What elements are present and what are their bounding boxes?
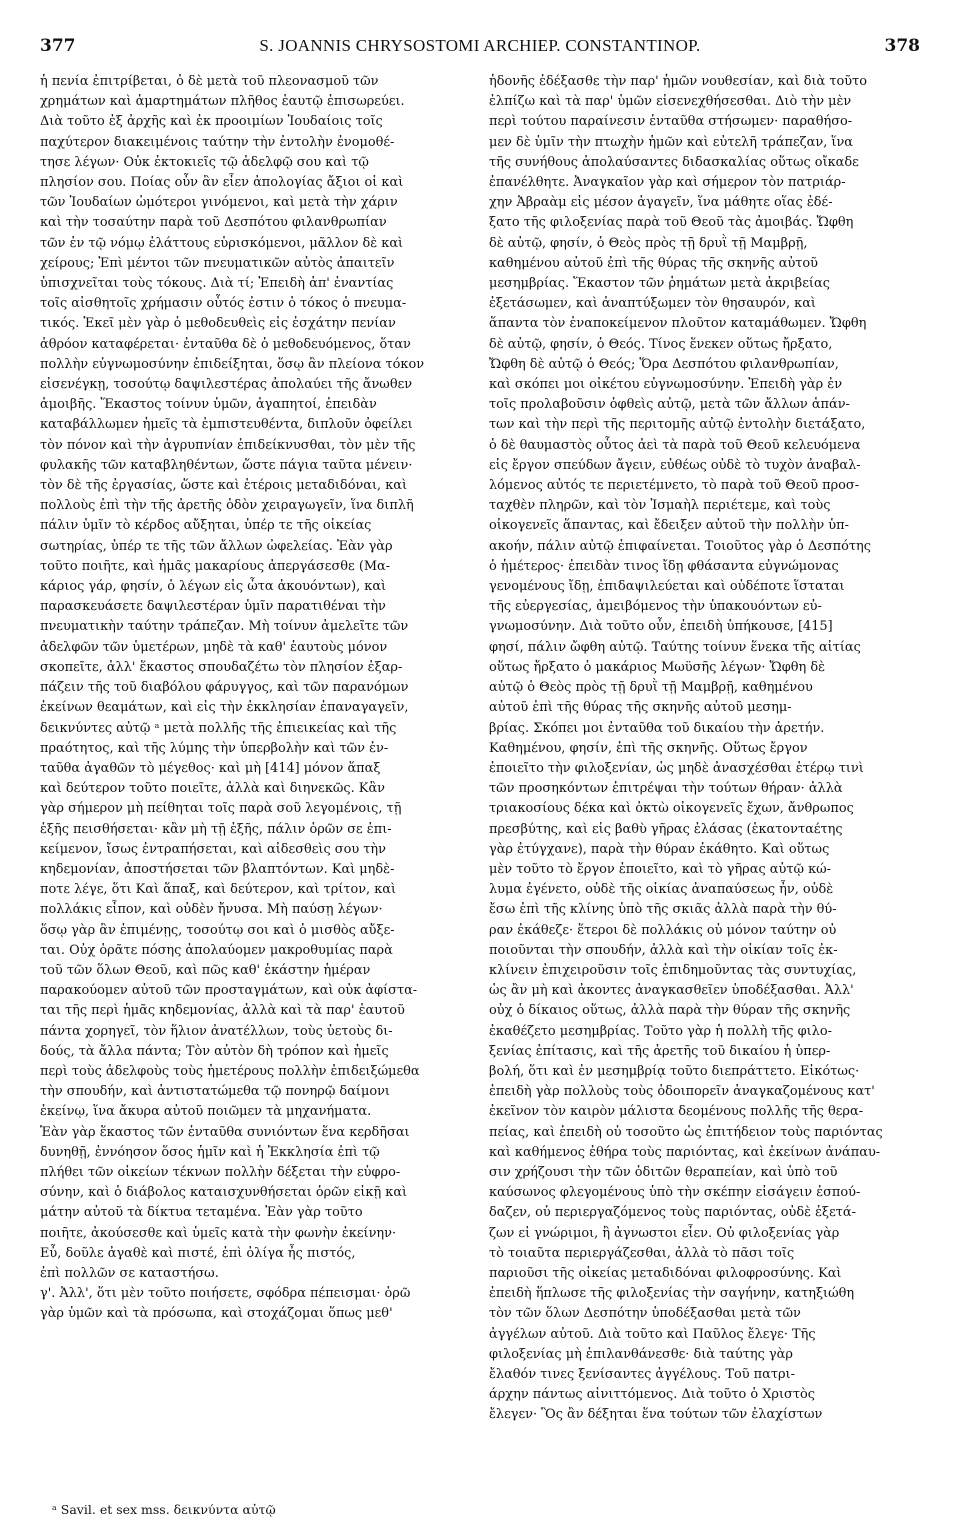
text-line: ἐπειδὴ ἥπλωσε τῆς φιλοξενίας τὴν σαγήνην, κατηξιώθη [489, 1286, 855, 1302]
text-line: ἐκείνῳ, ἵνα ἄκυρα αὐτοῦ ποιῶμεν τὰ μηχανήματα. [40, 1104, 372, 1120]
text-line: πλησίον σου. Ποίας οὖν ἂν εἶεν ἀπολογίας ἄξιοι οἱ καὶ [40, 175, 404, 191]
text-line: ὁ δὲ θαυμαστὸς οὗτος ἀεὶ τὰ παρὰ τοῦ Θεοῦ κελευόμενα [489, 437, 861, 453]
text-line: ὅσῳ γὰρ ἂν ἐπιμένῃς, τοσούτῳ σοι καὶ ὁ μισθὸς αὔξε- [40, 922, 395, 938]
text-line: ἡ πενία ἐπιτρίβεται, ὁ δὲ μετὰ τοῦ πλεονασμοῦ τῶν [40, 74, 379, 89]
text-line: πρεσβύτης, καὶ εἰς βαθὺ γῆρας ἐλάσας (ἑκατονταέτης [489, 821, 843, 837]
text-line: τὸν δὲ τῆς ἐργασίας, ὥστε καὶ ἑτέροις μεταδιδόναι, καὶ [40, 478, 408, 494]
text-line: οὐχ ὁ δίκαιος οὕτως, ἀλλὰ παρὰ τὴν θύραν τῆς σκηνῆς [489, 1003, 851, 1019]
text-line: εἰς ἔργον σπεύδων ἄγειν, εὐθέως οὐδὲ τὸ τυχὸν ἀναβαλ- [489, 457, 861, 473]
text-line: γὰρ σήμερον μὴ πείθηται τοῖς παρὰ σοῦ λεγομένοις, τῇ [40, 801, 402, 817]
text-line: τῆς εὐεργεσίας, ἀμειβόμενος τὴν ὑπακουόντων εὐ- [489, 599, 822, 615]
text-line: βολή, ὅτι καὶ ἐν μεσημβρίᾳ τοῦτο διεπράττετο. Εἰκότως· [489, 1063, 860, 1079]
text-line: πολλὴν εὐγνωμοσύνην ἐπιδείξηται, ὅσῳ ἂν πλείονα τόκον [40, 356, 425, 372]
text-line: παρακούομεν αὐτοῦ τῶν προσταγμάτων, καὶ οὐκ ἀφίστα- [40, 983, 418, 999]
text-line: τριακοσίους δέκα καὶ ὀκτὼ οἰκογενεῖς ἔχων, ἄνθρωπος [489, 801, 854, 817]
text-line: τικός. Ἐκεῖ μὲν γὰρ ὁ μεθοδευθεὶς εἰς ἐσχάτην πενίαν [40, 316, 396, 332]
text-line: ραν ἐκάθεζε· ἕτεροι δὲ πολλάκις οὐ μόνον ταύτην οὐ [489, 922, 837, 938]
text-line: τῆς συνήθους ἀπολαύσαντες διδασκαλίας οὕτως οἴκαδε [489, 154, 859, 170]
text-line: παρασκευάσετε δαψιλεστέραν ὑμῖν παρατιθέναι τὴν [40, 599, 386, 615]
text-line: μάτην αὐτοῦ τὰ δίκτυα τεταμένα. Ἐὰν γὰρ τοῦτο [40, 1205, 363, 1221]
text-line: δυνηθῇ, ἐννόησον ὅσος ἡμῖν καὶ ἡ Ἐκκλησία ἐπὶ τῷ [40, 1144, 380, 1160]
text-line: μεσημβρίας. Ἕκαστον τῶν ῥημάτων μετὰ ἀκριβείας [489, 276, 830, 292]
right-text-column [489, 72, 920, 1426]
page-number-left: 377 [40, 36, 76, 56]
text-line: ὡς ἂν μὴ καὶ ἀκοντες ἀναγκασθεῖεν ὑποδέξασθαι. Ἀλλ' [489, 983, 854, 999]
text-line: των καὶ τὴν περὶ τῆς περιτομῆς αὐτῷ ἐντολὴν διετάξατο, [489, 417, 866, 433]
text-line: ἀθρόον καταφέρεται· ἐνταῦθα δὲ ὁ μεθοδευόμενος, ὅταν [40, 336, 411, 352]
text-line: ὁ ἡμέτερος· ἐπειδὰν τινος ἴδῃ φθάσαντα εὐγνώμονας [489, 558, 839, 574]
text-line: τοῦ τῶν ὅλων Θεοῦ, καὶ πῶς καθ' ἑκάστην ἡμέραν [40, 962, 371, 978]
text-line: πάντα χορηγεῖ, τὸν ἥλιον ἀνατέλλων, τοὺς ὑετοὺς δι- [40, 1023, 393, 1039]
text-line: δὲ αὐτῷ, φησίν, ὁ Θεὸς πρὸς τῇ δρυῒ τῇ Μαμβρῇ, [489, 235, 808, 251]
text-line: οὕτως ἤρξατο ὁ μακάριος Μωϋσῆς λέγων· Ὤφθη δὲ [489, 659, 826, 675]
text-line: ποιοῦνται τὴν σπουδήν, ἀλλὰ καὶ τὴν οἰκίαν τοῖς ἐκ- [489, 942, 838, 958]
text-line: ἐκαθέζετο μεσημβρίας. Τοῦτο γὰρ ἡ πολλὴ τῆς φιλο- [489, 1023, 832, 1039]
text-line: ζων εἰ γνώριμοι, ἢ ἀγνωστοι εἶεν. Οὐ φιλοξενίας γὰρ [489, 1225, 840, 1241]
text-line: πλήθει τῶν οἰκείων τέκνων πολλὴν δέξεται τὴν εὐφρο- [40, 1164, 401, 1180]
text-line: ἐπειδὴ γὰρ πολλοὺς τοὺς ὁδοιπορεῖν ἀναγκαζομένους κατ' [489, 1084, 875, 1100]
text-line: ται τῆς περὶ ἡμᾶς κηδεμονίας, ἀλλὰ καὶ τὰ παρ' ἑαυτοῦ [40, 1003, 405, 1019]
text-line: φησί, πάλιν ὤφθη αὐτῷ. Ταύτης τοίνυν ἕνεκα τῆς αἰτίας [489, 639, 861, 655]
text-line: Εὖ, δοῦλε ἀγαθὲ καὶ πιστέ, ἐπὶ ὀλίγα ἦς πιστός, [40, 1245, 356, 1261]
text-line: ξατο τῆς φιλοξενίας παρὰ τοῦ Θεοῦ τὰς ἀμοιβάς. Ὤφθη [489, 215, 854, 231]
text-line: τὸν τῶν ὅλων Δεσπότην ὑποδέξασθαι μετὰ τῶν [489, 1306, 801, 1322]
text-line: πάλιν ὑμῖν τὸ κέρδος αὔξηται, ὑπέρ τε τῆς οἰκείας [40, 518, 372, 534]
text-line: πάζειν τῆς τοῦ διαβόλου φάρυγγος, καὶ τῶν παρανόμων [40, 680, 409, 696]
running-title: S. JOANNIS CHRYSOSTOMI ARCHIEP. CONSTANTINOP. [259, 36, 701, 55]
text-line: καύσωνος φλεγομένους ὑπὸ τὴν σκέπην εἰσάγειν ἐσπού- [489, 1185, 861, 1201]
text-line: ἔλεγεν· Ὃς ἂν δέξηται ἕνα τούτων τῶν ἐλαχίστων [489, 1407, 823, 1423]
text-line: ἔλαθόν τινες ξενίσαντες ἀγγέλους. Τοῦ πατρι- [489, 1367, 795, 1382]
text-line: σύνην, καὶ ὁ διάβολος καταισχυνθήσεται ὁρῶν εἰκῇ καὶ [40, 1185, 408, 1201]
text-line: κηδεμονίαν, ἀποστήσεται τῶν βλαπτόντων. Καὶ μηδὲ- [40, 861, 395, 877]
text-line: δούς, τὰ ἄλλα πάντα; Τὸν αὐτὸν δὴ τρόπον καὶ ἡμεῖς [40, 1043, 389, 1059]
text-line: ἐξετάσωμεν, καὶ ἀναπτύξωμεν τὸν θησαυρόν, καὶ [489, 296, 816, 312]
text-line: δεικνύντες αὐτῷ ᵃ μετὰ πολλῆς τῆς ἐπιεικείας καὶ τῆς [40, 720, 397, 736]
text-line: κλίνειν ἐπιχειροῦσιν τοῖς ἐπιδημοῦντας τὰς συντυχίας, [489, 962, 857, 978]
text-line: δὲ αὐτῷ, φησίν, ὁ Θεός. Τίνος ἕνεκεν οὕτως ἤρξατο, [489, 336, 833, 352]
text-line: καθημένου αὐτοῦ ἐπὶ τῆς θύρας τῆς σκηνῆς αὐτοῦ [489, 255, 819, 271]
text-line: ἑξῆς πεισθήσεται· κἂν μὴ τῇ ἑξῆς, πάλιν ὁρῶν σε ἐπι- [40, 821, 392, 837]
text-line: τοῖς προλαβοῦσιν ὀφθεὶς αὐτῷ, μετὰ τῶν ἄλλων ἁπάν- [489, 397, 850, 413]
text-line: μεν δὲ ὑμῖν τὴν πτωχὴν ἡμῶν καὶ εὐτελῆ τράπεζαν, ἵνα [489, 134, 853, 150]
text-line: ἀγγέλων αὐτοῦ. Διὰ τοῦτο καὶ Παῦλος ἔλεγε· Τῆς [489, 1326, 816, 1342]
text-line: τὸ τοιαῦτα περιεργάζεσθαι, ἀλλὰ τὸ πᾶσι τοῖς [489, 1245, 795, 1261]
text-line: ἀδελφῶν τῶν ὑμετέρων, μηδὲ τὰ καθ' ἑαυτοὺς μόνον [40, 639, 388, 655]
text-line: παριοῦσι τῆς οἰκείας μεταδιδόναι φιλοφροσύνης. Καὶ [489, 1265, 842, 1281]
text-line: ὑπισχνεῖται τοὺς τόκους. Διὰ τί; Ἐπειδὴ ἀπ' ἐναντίας [40, 276, 394, 292]
text-line: φιλοξενίας μὴ ἐπιλανθάνεσθε· διὰ ταύτης γὰρ [489, 1346, 793, 1362]
text-line: πολλάκις εἶπον, καὶ οὐδὲν ἤνυσα. Μὴ παύσῃ λέγων· [40, 902, 383, 918]
text-line: Ἐὰν γὰρ ἕκαστος τῶν ἐνταῦθα συνιόντων ἕνα κερδῆσαι [40, 1124, 410, 1140]
text-line: σωτηρίας, ὑπέρ τε τῆς τῶν ἄλλων ὠφελείας. Ἐὰν γὰρ [40, 538, 393, 554]
text-line: τησε λέγων· Οὐκ ἐκτοκιεῖς τῷ ἀδελφῷ σου καὶ τῷ [40, 154, 369, 170]
text-line: ἐποιεῖτο τὴν φιλοξενίαν, ὡς μηδὲ ἀνασχέσθαι ἑτέρῳ τινὶ [489, 760, 864, 776]
text-line: ἐκείνων θεαμάτων, καὶ εἰς τὴν ἐκκλησίαν ἐπαναγαγεῖν, [40, 700, 409, 716]
text-line: καὶ καθήμενος ἐθήρα τοὺς παριόντας, καὶ ἐκείνων ἀνάπαυ- [489, 1144, 881, 1160]
text-line: χρημάτων καὶ ἁμαρτημάτων πλῆθος ἑαυτῷ ἐπισωρεύει. [40, 94, 405, 110]
text-line: κείμενον, ἴσως ἐντραπήσεται, καὶ αἰδεσθεὶς σου τὴν [40, 841, 386, 857]
text-line: καὶ δεύτερον τοῦτο ποιεῖτε, ἀλλὰ καὶ διηνεκῶς. Κἂν [40, 781, 385, 797]
text-line: γ'. Ἀλλ', ὅτι μὲν τοῦτο ποιήσετε, σφόδρα πέπεισμαι· ὁρῶ [40, 1286, 411, 1302]
text-line: σκοπεῖτε, ἀλλ' ἕκαστος σπουδαζέτω τὸν πλησίον ἐξαρ- [40, 659, 403, 675]
text-line: παχύτερον διακειμένοις ταύτην τὴν ἐντολὴν ἐνομοθέ- [40, 134, 395, 150]
text-line: πολλοὺς ἐπὶ τὴν τῆς ἀρετῆς ὁδὸν χειραγωγεῖν, ἵνα διπλῆ [40, 498, 414, 514]
text-line: Διὰ τοῦτο ἐξ ἀρχῆς καὶ ἐκ προοιμίων Ἰουδαίοις τοῖς [40, 114, 383, 130]
text-line: γὰρ ἐτύγχανε), παρὰ τὴν θύραν ἐκάθητο. Καὶ οὕτως [489, 841, 830, 857]
text-line: ποτε λέγε, ὅτι Καὶ ἅπαξ, καὶ δεύτερον, καὶ τρίτον, καὶ [40, 882, 397, 898]
text-line: καὶ τὴν τοσαύτην παρὰ τοῦ Δεσπότου φιλανθρωπίαν [40, 215, 387, 231]
text-line: χείρους; Ἐπὶ μέντοι τῶν πνευματικῶν αὐτὸς ἀπαιτεῖν [40, 255, 395, 271]
text-line: οἰκογενεῖς ἅπαντας, καὶ ἔδειξεν αὐτοῦ τὴν πολλὴν ὑπ- [489, 518, 849, 534]
text-line: ἅπαντα τὸν ἐναποκείμενον πλοῦτον καταμάθωμεν. Ὤφθη [489, 316, 867, 332]
text-line: Ὤφθη δὲ αὐτῷ ὁ Θεός; Ὅρα Δεσπότου φιλανθρωπίαν, [489, 356, 839, 372]
text-line: τῶν προσηκόντων ἐπιτρέψαι τὴν τούτων θήραν· ἀλλὰ [489, 781, 843, 797]
text-line: τῶν ἐν τῷ νόμῳ ἐλάττους εὑρισκόμενοι, μᾶλλον δὲ καὶ [40, 235, 404, 251]
text-line: γενομένους ἴδῃ, ἐπιδαψιλεύεται καὶ οὐδέποτε ἵσταται [489, 579, 845, 595]
text-line: αὐτῷ ὁ Θεὸς πρὸς τῇ δρυῒ τῇ Μαμβρῇ, καθημένου [489, 680, 813, 696]
text-line: ταχθὲν πληρῶν, καὶ τὸν Ἰσμαὴλ περιέτεμε, καὶ τοὺς [489, 498, 831, 514]
text-line: ἐπὶ πολλῶν σε καταστήσω. [40, 1265, 219, 1281]
text-line: τοῦτο ποιῆτε, καὶ ἡμᾶς μακαρίους ἀπεργάσεσθε (Μα- [40, 558, 391, 574]
text-line: λυμα ἐγένετο, οὐδὲ τῆς οἰκίας ἀναπαύσεως ἦν, οὐδὲ [489, 882, 834, 898]
page-header [40, 36, 920, 62]
text-line: αὐτοῦ ἐπὶ τῆς θύρας τῆς σκηνῆς αὐτοῦ μεσημ- [489, 700, 792, 716]
text-line: ἐπανέλθητε. Ἀναγκαῖον γὰρ καὶ σήμερον τὸν πατριάρ- [489, 175, 846, 191]
footnote: ᵃ Savil. et sex mss. δεικνύντα αὐτῷ [52, 1502, 276, 1517]
text-line: πείας, καὶ ἐπειδὴ οὐ τοσοῦτο ὡς ἐπιτήδειον τοὺς παριόντας [489, 1124, 883, 1140]
text-line: ἐκεῖνον τὸν καιρὸν μάλιστα δεομένους πολλῆς τῆς θερα- [489, 1104, 864, 1120]
text-line: μὲν τοῦτο τὸ ἔργον ἐποιεῖτο, καὶ τὸ γῆρας αὐτῷ κώ- [489, 861, 831, 877]
text-line: χην Ἀβραὰμ εἰς μέσον ἀγαγεῖν, ἵνα μάθητε οἵας ἐδέ- [489, 195, 833, 211]
text-line: δαζεν, οὐ περιεργαζόμενος τοὺς παριόντας, οὐδὲ ἐξετά- [489, 1205, 856, 1221]
text-line: περὶ τοὺς ἀδελφοὺς τοὺς ἡμετέρους πολλὴν ἐπιδειξώμεθα [40, 1063, 420, 1079]
text-line: φυλακῆς τῶν καταβληθέντων, ὥστε πάγια ταῦτα μένειν· [40, 457, 413, 473]
text-line: πνευματικὴν ταύτην τράπεζαν. Μὴ τοίνυν ἀμελεῖτε τῶν [40, 619, 409, 635]
text-line: Καθημένου, φησίν, ἐπὶ τῆς σκηνῆς. Οὕτως ἔργον [489, 740, 808, 756]
text-line: τῶν Ἰουδαίων ὠμότεροι γινόμενοι, καὶ μετὰ τὴν χάριν [40, 195, 398, 211]
text-line: τὸν πόνον καὶ τὴν ἀγρυπνίαν ἐπιδείκνυσθαι, τὸν μὲν τῆς [40, 437, 416, 453]
text-line: άρχην πάντως αἰνιττόμενος. Διὰ τοῦτο ὁ Χριστὸς [489, 1387, 815, 1403]
text-line: πραότητος, καὶ τῆς λύμης τὴν ὑπερβολὴν καὶ τῶν ἐν- [40, 740, 389, 756]
text-line: σιν χρήζουσι τὴν τῶν ὁδιτῶν θεραπείαν, καὶ ὑπὸ τοῦ [489, 1164, 838, 1180]
text-line: κάριος γάρ, φησίν, ὁ λέγων εἰς ὦτα ἀκουόντων), καὶ [40, 579, 387, 595]
text-line: γνωμοσύνην. Διὰ τοῦτο οὖν, ἐπειδὴ ὑπήκουσε, [415] [489, 619, 833, 635]
text-line: ακοήν, πάλιν αὐτῷ ἐπιφαίνεται. Τοιοῦτος γὰρ ὁ Δεσπότης [489, 538, 871, 554]
text-line: ται. Οὐχ ὁρᾶτε πόσης ἀπολαύομεν μακροθυμίας παρὰ [40, 942, 393, 958]
text-line: ἡδονῆς ἐδέξασθε τὴν παρ' ἡμῶν νουθεσίαν, καὶ διὰ τοῦτο [489, 74, 867, 89]
text-line: εἰσενέγκῃ, τοσούτῳ δαψιλεστέρας ἀπολαύει τῆς ἄνωθεν [40, 377, 413, 393]
text-line: περὶ τούτου παραίνεσιν ἐνταῦθα στήσωμεν· παραθήσο- [489, 114, 853, 130]
text-line: καταβάλλωμεν ἡμεῖς τὰ ἐμπιστευθέντα, διπλοῦν ὀφείλει [40, 417, 413, 433]
text-line: γὰρ ὑμῶν καὶ τὰ πρόσωπα, καὶ στοχάζομαι ὅπως μεθ' [40, 1306, 393, 1322]
text-line: ἀμοιβῆς. Ἕκαστος τοίνυν ὑμῶν, ἀγαπητοί, ἐπειδὰν [40, 397, 377, 413]
left-text-column [40, 72, 471, 1325]
text-line: βρίας. Σκόπει μοι ἐνταῦθα τοῦ δικαίου τὴν ἀρετήν. [489, 720, 825, 736]
text-line: ἔσω ἐπὶ τῆς κλίνης ὑπὸ τῆς σκιᾶς ἀλλὰ παρὰ τὴν θύ- [489, 902, 837, 918]
text-line: καὶ σκόπει μοι οἰκέτου εὐγνωμοσύνην. Ἐπειδὴ γὰρ ἐν [489, 377, 843, 393]
text-line: ταῦθα ἀγαθῶν τὸ μέγεθος· καὶ μὴ [414] μόνον ἅπαξ [40, 760, 381, 776]
page-number-right: 378 [884, 36, 920, 56]
text-line: ἐλπίζω καὶ τὰ παρ' ὑμῶν εἰσενεχθήσεσθαι. Διὸ τὴν μὲν [489, 94, 852, 110]
text-line: ποιῆτε, ἀκούσεσθε καὶ ὑμεῖς κατὰ τὴν φωνὴν ἐκείνην· [40, 1225, 397, 1241]
text-line: τὴν σπουδήν, καὶ ἀντιστατώμεθα τῷ πονηρῷ δαίμονι [40, 1084, 390, 1100]
text-line: ξενίας ἐπίτασις, καὶ τῆς ἀρετῆς τοῦ δικαίου ἡ ὑπερ- [489, 1043, 831, 1059]
text-line: τοῖς αἰσθητοῖς χρήμασιν οὗτός ἐστιν ὁ τόκος ὁ πνευμα- [40, 296, 407, 312]
text-line: λόμενος αὐτός τε περιετέμνετο, τὸ παρὰ τοῦ Θεοῦ προσ- [489, 478, 860, 494]
